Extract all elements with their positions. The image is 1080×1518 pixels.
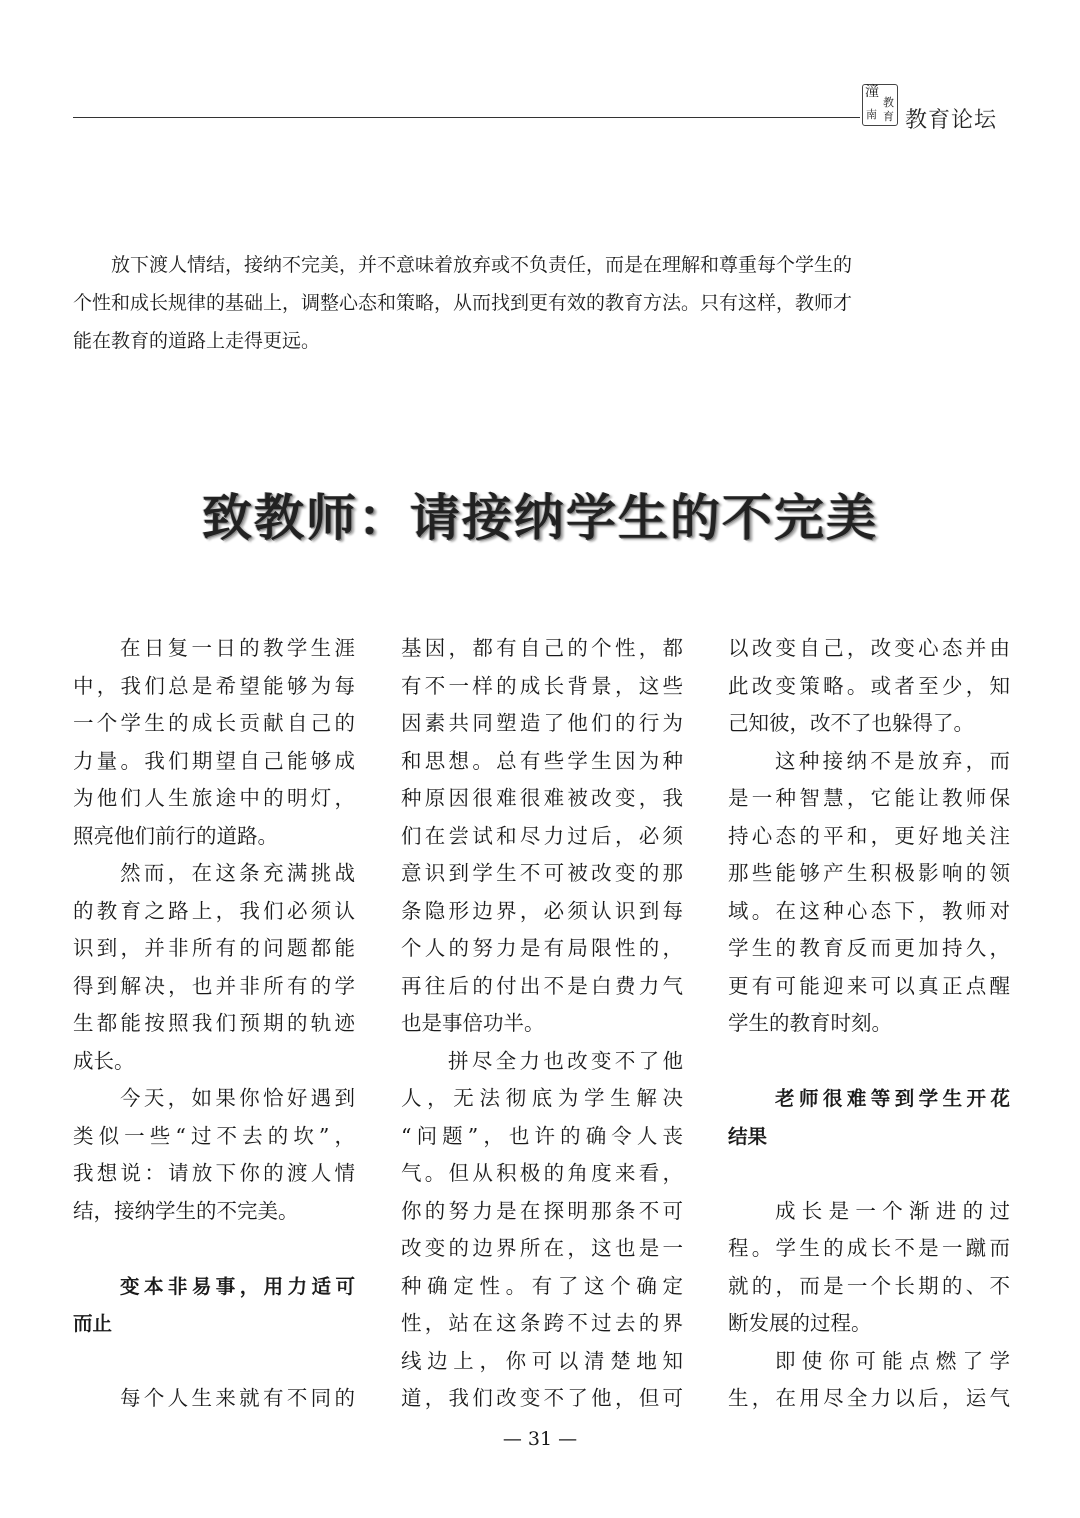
article-column-2: [401, 630, 683, 1418]
text-line: 拼尽全力也改变不了他: [448, 1048, 683, 1073]
section-title: 教育论坛: [905, 108, 998, 133]
text-line: 每个人生来就有不同的: [120, 1386, 355, 1410]
text-line: 识到，并非所有的问题都能: [73, 936, 355, 960]
text-line: 种确定性。有了这个确定: [401, 1273, 683, 1298]
text-line: 己知彼，改不了也躲得了。: [728, 711, 974, 735]
text-line: 然而，在这条充满挑战: [120, 861, 355, 885]
text-line: 道，我们改变不了他，但可: [401, 1386, 683, 1410]
text-line: 中，我们总是希望能够为每: [73, 673, 355, 698]
text-line: 个性和成长规律的基础上，调整心态和策略，从而找到更有效的教育方法。只有这样，教师才: [73, 292, 853, 314]
text-line: 因素共同塑造了他们的行为: [401, 711, 683, 735]
header-rule: [73, 117, 860, 118]
text-line: 意识到学生不可被改变的那: [401, 861, 683, 885]
page-number: — 31 —: [502, 1428, 578, 1450]
text-line: 程。学生的成长不是一蹴而: [728, 1236, 1010, 1260]
text-line: 域。在这种心态下，教师对: [728, 898, 1010, 923]
logo-char: 教: [883, 96, 894, 109]
text-line: 改变的边界所在，这也是一: [401, 1236, 683, 1260]
text-line: 个人的努力是有局限性的，: [401, 936, 683, 960]
blank-line: [728, 1043, 1010, 1081]
section-heading-line: 结果: [728, 1124, 768, 1148]
text-line: 能在教育的道路上走得更远。: [73, 330, 321, 352]
text-line: 力量。我们期望自己能够成: [73, 748, 355, 773]
text-line: 我想说：请放下你的渡人情: [73, 1161, 355, 1185]
text-line: 结，接纳学生的不完美。: [73, 1198, 299, 1223]
section-heading-line: 而止: [73, 1312, 113, 1335]
text-line: 断发展的过程。: [728, 1311, 872, 1335]
text-line: 今天，如果你恰好遇到: [120, 1086, 355, 1110]
text-line: 们在尝试和尽力过后，必须: [401, 823, 683, 848]
text-line: 一个学生的成长贡献自己的: [73, 711, 355, 735]
text-line: 有不一样的成长背景，这些: [401, 673, 683, 698]
text-line: 即使你可能点燃了学: [775, 1348, 1010, 1373]
text-line: 得到解决，也并非所有的学: [73, 973, 355, 998]
text-line: 放下渡人情结，接纳不完美，并不意味着放弃或不负责任，而是在理解和尊重每个学生的: [73, 254, 853, 276]
text-line: 类似一些“过不去的坎”，: [73, 1123, 355, 1148]
text-line: 成长。: [73, 1048, 135, 1073]
text-line: 性，站在这条跨不过去的界: [401, 1311, 683, 1335]
logo-char: 育: [883, 110, 894, 123]
text-line: 基因，都有自己的个性，都: [401, 636, 683, 660]
text-line: 学生的教育反而更加持久，: [728, 936, 1010, 960]
text-line: 这种接纳不是放弃，而: [775, 748, 1010, 773]
text-line: 气。但从积极的角度来看，: [401, 1161, 683, 1185]
text-line: 你的努力是在探明那条不可: [401, 1198, 683, 1223]
text-line: 也是事倍功半。: [401, 1011, 545, 1035]
text-line: 为他们人生旅途中的明灯，: [73, 786, 355, 810]
text-line: 线边上，你可以清楚地知: [401, 1348, 683, 1373]
text-line: 成长是一个渐进的过: [775, 1198, 1010, 1223]
text-line: 生，在用尽全力以后，运气: [728, 1386, 1010, 1410]
text-line: 种原因很难很难被改变，我: [401, 786, 683, 810]
blank-line: [73, 1230, 355, 1268]
text-line: 那些能够产生积极影响的领: [728, 861, 1010, 885]
text-line: 的教育之路上，我们必须认: [73, 898, 355, 923]
text-line: 就的，而是一个长期的、不: [728, 1273, 1010, 1298]
text-line: 是一种智慧，它能让教师保: [728, 786, 1010, 810]
text-line: 以改变自己，改变心态并由: [728, 636, 1010, 660]
blank-line: [728, 1155, 1010, 1193]
logo-char: 南: [866, 108, 877, 121]
section-heading-line: 变本非易事，用力适可: [120, 1274, 355, 1298]
text-line: 生都能按照我们预期的轨迹: [73, 1011, 355, 1035]
logo-char: 潼: [865, 84, 879, 100]
text-line: 持心态的平和，更好地关注: [728, 823, 1010, 848]
text-line: “问题”，也许的确令人丧: [401, 1123, 683, 1148]
article-column-3: [728, 630, 1010, 1418]
text-line: 在日复一日的教学生涯: [120, 636, 355, 660]
article-column-1: [73, 630, 355, 1418]
text-line: 再往后的付出不是白费力气: [401, 973, 683, 998]
text-line: 和思想。总有些学生因为种: [401, 748, 683, 773]
blank-line: [73, 1343, 355, 1381]
text-line: 学生的教育时刻。: [728, 1011, 892, 1035]
article-title: 致教师：请接纳学生的不完美: [202, 489, 878, 547]
text-line: 人，无法彻底为学生解决: [401, 1086, 683, 1110]
intro-paragraph: [73, 246, 1013, 360]
text-line: 条隐形边界，必须认识到每: [401, 898, 683, 923]
section-heading-line: 老师很难等到学生开花: [775, 1087, 1010, 1110]
text-line: 照亮他们前行的道路。: [73, 823, 278, 848]
magazine-logo: [862, 84, 898, 126]
text-line: 此改变策略。或者至少，知: [728, 673, 1010, 698]
text-line: 更有可能迎来可以真正点醒: [728, 973, 1010, 998]
